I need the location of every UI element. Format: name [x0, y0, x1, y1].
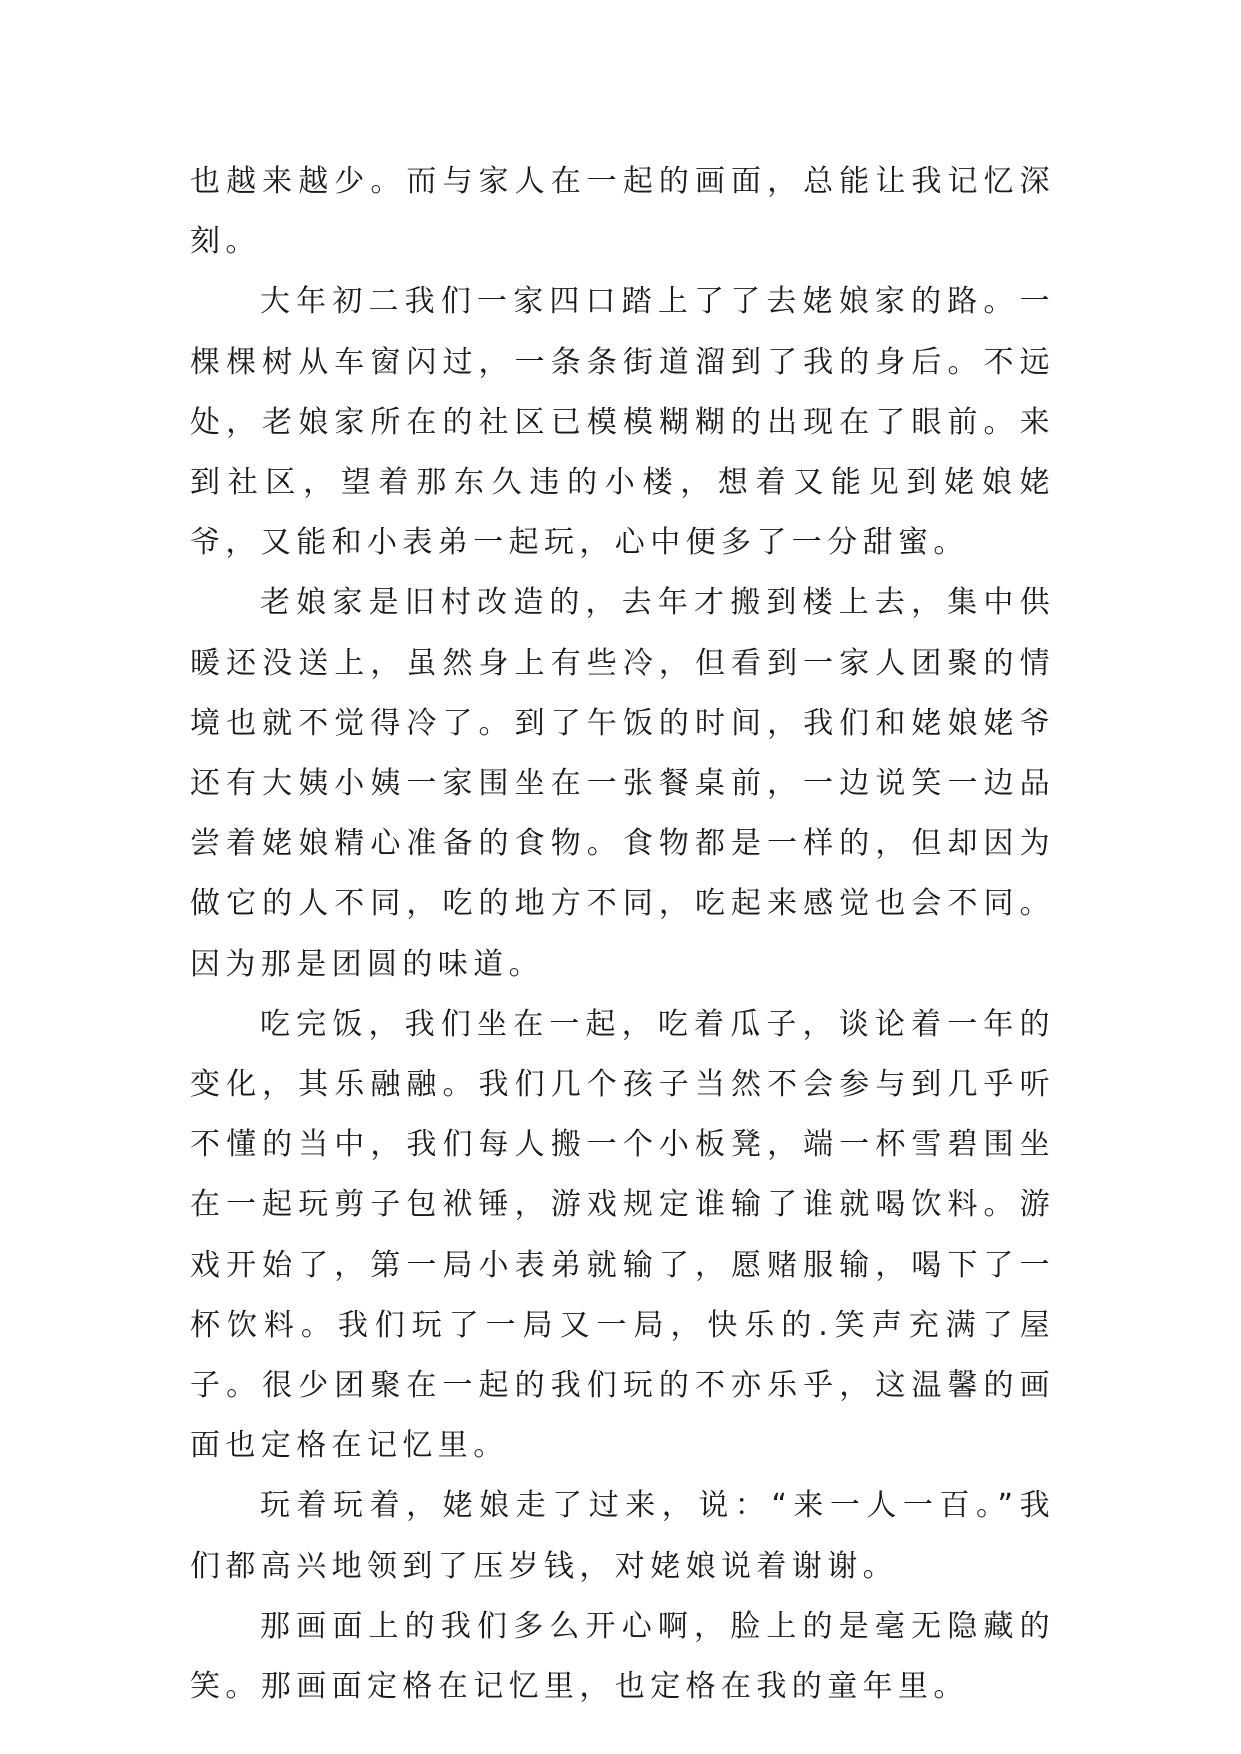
paragraph-5: 玩着玩着，姥娘走了过来，说：“来一人一百。”我们都高兴地领到了压岁钱，对姥娘说着谢谢。 [190, 1488, 1055, 1584]
paragraph-1: 也越来越少。而与家人在一起的画面，总能让我记忆深刻。 [190, 164, 1055, 260]
paragraph-2: 大年初二我们一家四口踏上了了去姥娘家的路。一棵棵树从车窗闪过，一条条街道溜到了我的身后。不远处，老娘家所在的社区已模模糊糊的出现在了眼前。来到社区，望着那东久违的小楼，想着又能见到姥娘姥爷，又能和小表弟一起玩，心中便多了一分甜蜜。 [190, 284, 1055, 561]
paragraph-3: 老娘家是旧村改造的，去年才搬到楼上去，集中供暖还没送上，虽然身上有些冷，但看到一家人团聚的情境也就不觉得冷了。到了午饭的时间，我们和姥娘姥爷还有大姨小姨一家围坐在一张餐桌前，一边说笑一边品尝着姥娘精心准备的食物。食物都是一样的，但却因为做它的人不同，吃的地方不同，吃起来感觉也会不同。因为那是团圆的味道。 [190, 585, 1055, 982]
paragraph-4: 吃完饭，我们坐在一起，吃着瓜子，谈论着一年的变化，其乐融融。我们几个孩子当然不会参与到几乎听不懂的当中，我们每人搬一个小板凳，端一杯雪碧围坐在一起玩剪子包袱锤，游戏规定谁输了谁就喝饮料。游戏开始了，第一局小表弟就输了，愿赌服输，喝下了一杯饮料。我们玩了一局又一局，快乐的.笑声充满了屋子。很少团聚在一起的我们玩的不亦乐乎，这温馨的画面也定格在记忆里。 [190, 1006, 1055, 1464]
document-body [190, 152, 1055, 1717]
paragraph-6: 那画面上的我们多么开心啊，脸上的是毫无隐藏的笑。那画面定格在记忆里，也定格在我的童年里。 [190, 1608, 1055, 1705]
